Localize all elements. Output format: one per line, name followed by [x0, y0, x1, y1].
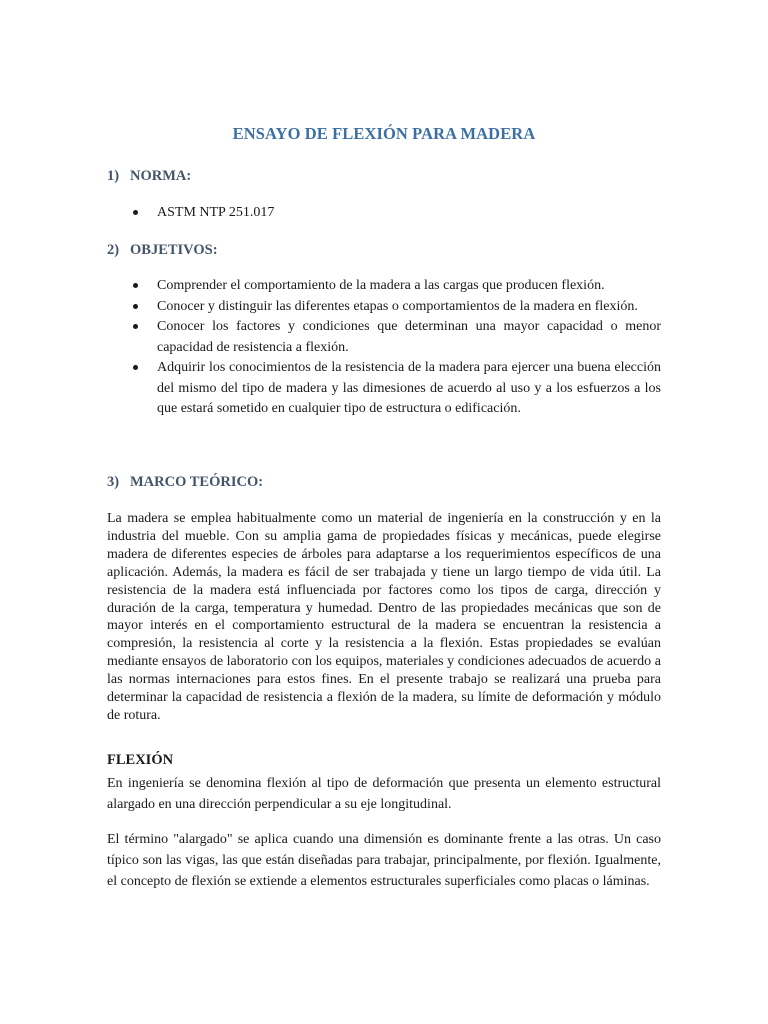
section-number: 3) [107, 474, 120, 490]
list-item [133, 203, 661, 224]
document-title: ENSAYO DE FLEXIÓN PARA MADERA [232, 124, 536, 143]
section-number: 1) [107, 168, 120, 184]
bullet-icon [133, 304, 138, 309]
list-item [133, 358, 661, 420]
section-number: 2) [107, 242, 120, 258]
section-heading-text: NORMA: [130, 168, 192, 184]
list-item-text: Comprender el comportamiento de la madera a las cargas que producen flexión. [157, 278, 605, 293]
list-item-text: ASTM NTP 251.017 [157, 205, 275, 220]
bullet-icon [133, 324, 138, 329]
flexion-paragraph: En ingeniería se denomina flexión al tipo de deformación que presenta un elemento estructural alargado en una dirección perpendicular a su eje longitudinal. [107, 776, 661, 812]
bullet-icon [133, 210, 138, 215]
flexion-paragraph: El término "alargado" se aplica cuando una dimensión es dominante frente a las otras. Un caso típico son las vigas, las que están diseñadas para trabajar, principalmente, por flexión. Igualmente, el concepto de flexión se extiende a elementos estructurales superficiales como placas o láminas. [107, 832, 661, 889]
section-heading-text: MARCO TEÓRICO: [130, 474, 264, 490]
list-item-text: Conocer y distinguir las diferentes etapas o comportamientos de la madera en flexión. [157, 298, 638, 314]
list-item-text: Adquirir los conocimientos de la resistencia de la madera para ejercer una buena elección del mismo del tipo de madera y las dimesiones de acuerdo al uso y a los esfuerzos a los que estará sometido en cualquier tipo de estructura o edificación. [157, 360, 661, 416]
section-heading-norma [107, 168, 191, 185]
section-heading-objetivos [107, 242, 218, 259]
norma-list [133, 203, 661, 224]
list-item [133, 276, 661, 297]
list-item [133, 317, 661, 358]
list-item-text: Conocer los factores y condiciones que determinan una mayor capacidad o menor capacidad de resistencia a flexión. [157, 319, 661, 355]
bullet-icon [133, 365, 138, 370]
flexion-heading: FLEXIÓN [107, 752, 174, 768]
list-item [133, 297, 661, 318]
marco-teorico-paragraph: La madera se emplea habitualmente como un material de ingeniería en la construcción y en la industria del mueble. Con su amplia gama de propiedades físicas y mecánicas, puede elegirse madera de diferentes especies de árboles para adaptarse a los requerimientos específicos de una aplicación. Además, la madera es fácil de ser trabajada y tiene un largo tiempo de vida útil. La resistencia de la madera está influenciada por factores como los tipos de carga, dirección y duración de la carga, temperatura y humedad. Dentro de las propiedades mecánicas que son de mayor interés en el comportamiento estructural de la madera se encuentran la resistencia a compresión, la resistencia al corte y la resistencia a la flexión. Estas propiedades se evalúan mediante ensayos de laboratorio con los equipos, materiales y condiciones adecuados de acuerdo a las normas internaciones para estos fines. En el presente trabajo se realizará una prueba para determinar la capacidad de resistencia a flexión de la madera, su límite de deformación y módulo de rotura. [107, 511, 661, 723]
section-heading-text: OBJETIVOS: [130, 242, 218, 258]
section-heading-marco-teorico [107, 474, 263, 491]
bullet-icon [133, 283, 138, 288]
objetivos-list [133, 276, 661, 420]
